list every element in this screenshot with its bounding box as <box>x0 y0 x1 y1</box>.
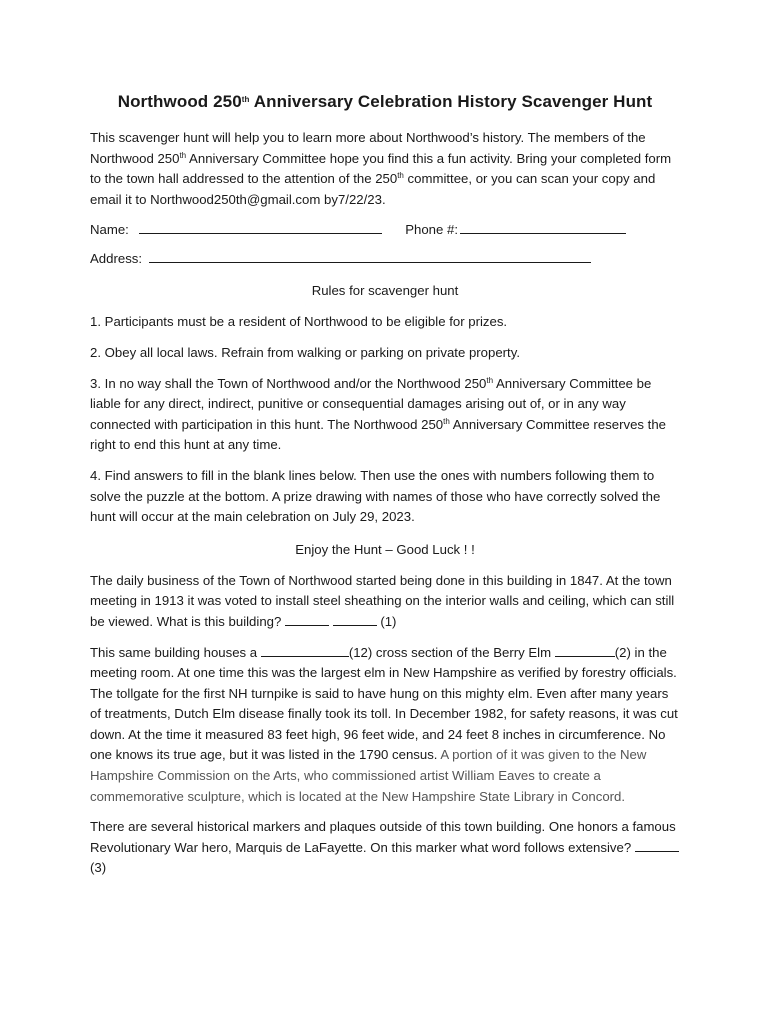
question-3 <box>90 817 680 879</box>
rule-3-sup-1: th <box>486 375 494 385</box>
question-3-number: (3) <box>90 860 107 876</box>
address-label: Address: <box>90 251 143 267</box>
answer-2-blank[interactable] <box>555 644 615 657</box>
question-1 <box>90 571 680 633</box>
intro-text-3: committee, or you can scan your copy and email it to Northwood250th@gmail.com by7/22/23. <box>90 171 656 207</box>
name-phone-row <box>90 220 680 240</box>
question-2-text-a: This same building houses a <box>90 644 261 660</box>
answer-1a-blank[interactable] <box>285 613 329 626</box>
name-label: Name: <box>90 222 129 238</box>
phone-field[interactable] <box>460 221 626 234</box>
intro-text-2: Anniversary Committee hope you find this a fun activity. Bring your completed form to the town hall addressed to the attention of the 250 <box>90 150 672 187</box>
title-text: Northwood 250 <box>117 92 242 111</box>
address-row <box>90 249 680 269</box>
answer-3-blank[interactable] <box>635 839 679 852</box>
question-2 <box>90 643 680 808</box>
phone-label: Phone #: <box>405 222 458 238</box>
question-1-number: (1) <box>376 613 397 629</box>
enjoy-heading: Enjoy the Hunt – Good Luck ! ! <box>295 541 475 557</box>
rule-2: 2. Obey all local laws. Refrain from walking or parking on private property. <box>90 344 521 360</box>
intro-sup-1: th <box>179 150 187 160</box>
intro-paragraph <box>90 128 680 210</box>
rule-1: 1. Participants must be a resident of Northwood to be eligible for prizes. <box>90 314 508 330</box>
rule-3-sup-2: th <box>443 416 450 426</box>
rules-heading: Rules for scavenger hunt <box>311 283 459 299</box>
answer-1b-blank[interactable] <box>333 613 377 626</box>
page-title <box>90 92 680 112</box>
title-text-rest: Anniversary Celebration History Scavenger Hunt <box>249 92 653 111</box>
rule-3 <box>90 374 680 456</box>
title-superscript: th <box>241 95 250 104</box>
rule-3-text-c: Anniversary Committee reserves the right to end this hunt at any time. <box>90 416 666 453</box>
intro-text-1: This scavenger hunt will help you to learn more about Northwood’s history. The members of the Northwood 250 <box>90 130 646 166</box>
question-2-text-12: (12) cross section of the Berry Elm <box>348 644 555 660</box>
answer-12-blank[interactable] <box>261 644 349 657</box>
question-1-text: The daily business of the Town of Northwood started being done in this building in 1847. At the town meeting in 1913 it was voted to install steel sheathing on the interior walls and ceiling, which can still be viewed. What is this building? <box>90 572 675 629</box>
name-field[interactable] <box>139 221 382 234</box>
question-2-text-gray: A portion of it was given to the New Hampshire Commission on the Arts, who commissioned artist William Eaves to create a commemorative sculpture, which is located at the New Hampshire State Library in Concord. <box>90 747 647 804</box>
intro-sup-2: th <box>397 171 404 181</box>
rule-3-text-a: 3. In no way shall the Town of Northwood and/or the Northwood 250 <box>90 375 487 391</box>
rule-3-text-b: Anniversary Committee be liable for any direct, indirect, punitive or consequential damages arising out of, or in any way connected with participation in this hunt. The Northwood 250 <box>90 375 652 432</box>
rule-4: 4. Find answers to fill in the blank lines below. Then use the ones with numbers following them to solve the puzzle at the bottom. A prize drawing with names of those who have correctly solved the hunt will occur at the main celebration on July 29, 2023. <box>90 467 661 525</box>
question-3-text: There are several historical markers and plaques outside of this town building. One honors a famous Revolutionary War hero, Marquis de LaFayette. On this marker what word follows extensive? <box>90 819 676 855</box>
question-2-text-b: (2) in the meeting room. At one time this was the largest elm in New Hampshire as verified by forestry officials. The tollgate for the first NH turnpike is said to have hung on this mighty elm. Even after many years of treatments, Dutch Elm disease finally took its toll. In December 1982, for safety reasons, it was cut down. At the time it measured 83 feet high, 96 feet wide, and 24 feet 8 inches in circumference. No one knows its true age, but it was listed in the 1790 census. <box>90 644 678 763</box>
address-field[interactable] <box>149 250 591 263</box>
